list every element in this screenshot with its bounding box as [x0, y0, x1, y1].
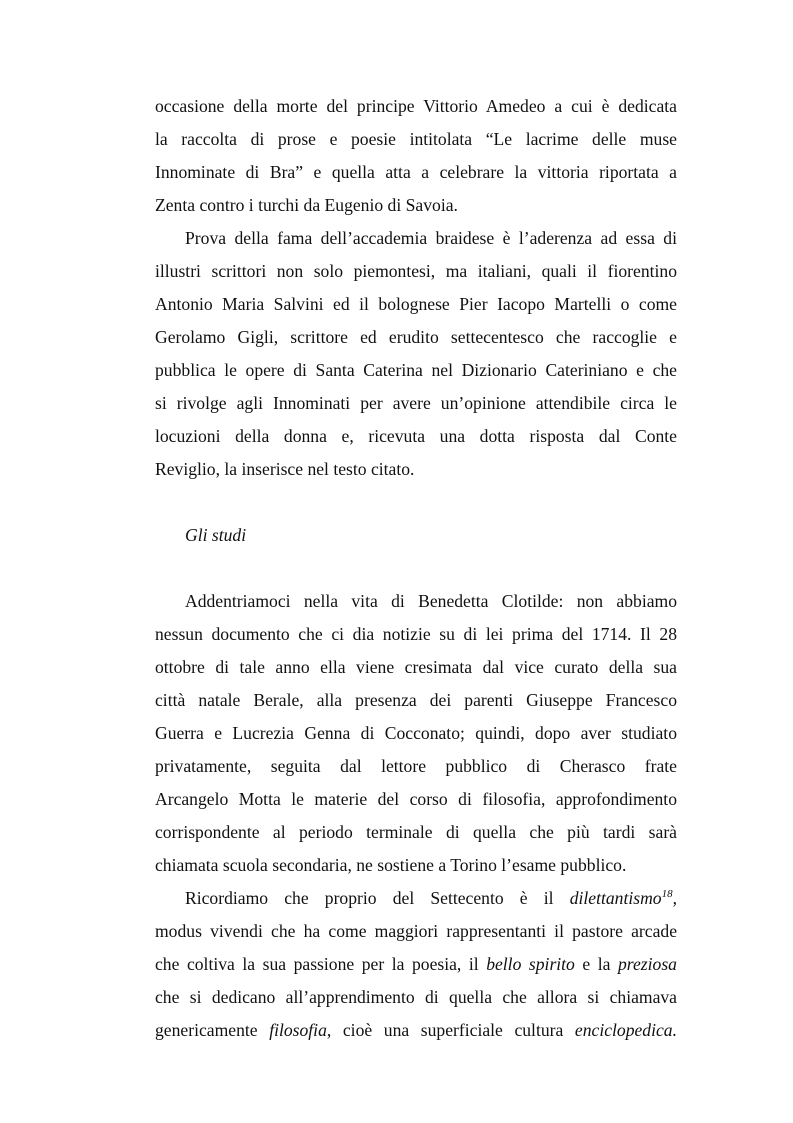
text-line: che si dedicano all’apprendimento di quella che allora si chiamava [155, 987, 677, 1007]
footnote-ref[interactable]: 18 [661, 888, 673, 900]
text-line: Innominate di Bra” e quella atta a celebrare la vittoria riportata a [155, 162, 677, 182]
paragraph-2 [155, 222, 677, 486]
text-line: pubblica le opere di Santa Caterina nel Dizionario Cateriniano e che [155, 360, 677, 380]
text-line: locuzioni della donna e, ricevuta una dotta risposta dal Conte [155, 426, 677, 446]
text-line: Addentriamoci nella vita di Benedetta Clotilde: non abbiamo [185, 591, 677, 611]
italic-term: enciclopedica. [574, 1020, 677, 1040]
text-line: Ricordiamo che proprio del Settecento è il dilettantismo$^{18}$, [185, 888, 677, 908]
paragraph-4 [155, 882, 677, 1047]
text-line: chiamata scuola secondaria, ne sostiene a Torino l’esame pubblico. [155, 855, 627, 875]
text-line: Antonio Maria Salvini ed il bolognese Pier Iacopo Martelli o come [155, 294, 677, 314]
text-line: Prova della fama dell’accademia braidese è l’aderenza ad essa di [185, 228, 677, 248]
italic-term: bello spirito [486, 954, 575, 974]
text-line: modus vivendi che ha come maggiori rappresentanti il pastore arcade [155, 921, 677, 941]
section-heading: Gli studi [185, 525, 247, 545]
text-line: genericamente filosofia, cioè una superficiale cultura enciclopedica. [155, 1020, 677, 1040]
text-line: Guerra e Lucrezia Genna di Cocconato; quindi, dopo aver studiato [155, 723, 677, 743]
italic-term: preziosa [618, 954, 677, 974]
text-line: Reviglio, la inserisce nel testo citato. [155, 459, 415, 479]
text-line: Zenta contro i turchi da Eugenio di Savoia. [155, 195, 458, 215]
text-line: Gerolamo Gigli, scrittore ed erudito settecentesco che raccoglie e [155, 327, 677, 347]
paragraph-3 [155, 585, 677, 882]
italic-term: filosofia [269, 1020, 327, 1040]
text-line: la raccolta di prose e poesie intitolata “Le lacrime delle muse [155, 129, 677, 149]
text-line: privatamente, seguita dal lettore pubblico di Cherasco frate [155, 756, 677, 776]
text-line: occasione della morte del principe Vittorio Amedeo a cui è dedicata [155, 96, 677, 116]
text-line: che coltiva la sua passione per la poesia, il bello spirito e la preziosa [155, 954, 677, 974]
document-page [155, 90, 677, 1047]
paragraph-1 [155, 90, 677, 222]
text-line: corrispondente al periodo terminale di quella che più tardi sarà [155, 822, 677, 842]
italic-term: dilettantismo [569, 888, 662, 908]
text-line: ottobre di tale anno ella viene cresimata dal vice curato della sua [155, 657, 677, 677]
spacer [155, 486, 677, 519]
text-line: Arcangelo Motta le materie del corso di filosofia, approfondimento [155, 789, 677, 809]
spacer [155, 552, 677, 585]
text-line: città natale Berale, alla presenza dei parenti Giuseppe Francesco [155, 690, 677, 710]
text-line: illustri scrittori non solo piemontesi, ma italiani, quali il fiorentino [155, 261, 677, 281]
text-line: nessun documento che ci dia notizie su di lei prima del 1714. Il 28 [155, 624, 677, 644]
text-line: si rivolge agli Innominati per avere un’opinione attendibile circa le [155, 393, 677, 413]
